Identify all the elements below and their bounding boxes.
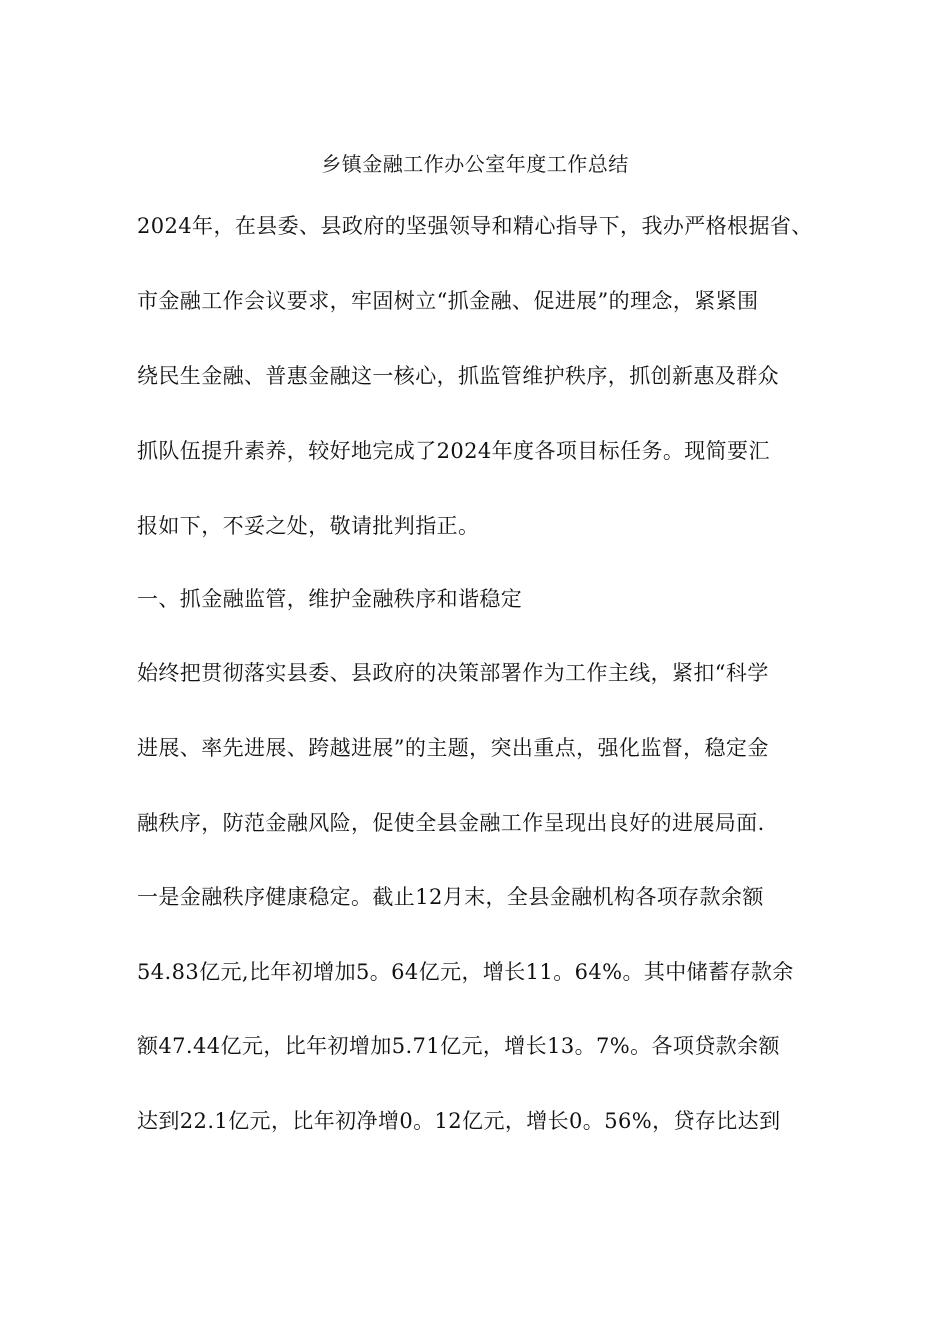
paragraph-line: 进展、率先进展、跨越进展”的主题，突出重点，强化监督，稳定金 — [137, 736, 769, 760]
section-heading: 一、抓金融监管，维护金融秩序和谐稳定 — [137, 587, 523, 611]
paragraph-line: 抓队伍提升素养，较好地完成了2024年度各项目标任务。现简要汇 — [137, 439, 770, 463]
paragraph-line: 融秩序，防范金融风险，促使全县金融工作呈现出良好的进展局面. — [137, 811, 765, 835]
paragraph-line: 报如下，不妥之处，敬请批判指正。 — [137, 514, 480, 538]
paragraph-line: 额47.44亿元，比年初增加5.71亿元，增长13。7%。各项贷款余额 — [137, 1034, 780, 1058]
paragraph-line: 54.83亿元,比年初增加5。64亿元，增长11。64%。其中储蓄存款余 — [137, 960, 794, 984]
paragraph-line: 绕民生金融、普惠金融这一核心，抓监管维护秩序，抓创新惠及群众 — [137, 364, 779, 388]
paragraph-line: 一是金融秩序健康稳定。截止12月末，全县金融机构各项存款余额 — [137, 885, 764, 909]
document-title: 乡镇金融工作办公室年度工作总结 — [321, 152, 629, 176]
paragraph-line: 始终把贯彻落实县委、县政府的决策部署作为工作主线，紧扣“科学 — [137, 661, 769, 685]
paragraph-line: 达到22.1亿元，比年初净增0。12亿元，增长0。56%，贷存比达到 — [137, 1109, 781, 1133]
paragraph-line: 市金融工作会议要求，牢固树立“抓金融、促进展”的理念，紧紧围 — [137, 289, 759, 313]
paragraph-line: 2024年，在县委、县政府的坚强领导和精心指导下，我办严格根据省、 — [137, 214, 813, 238]
